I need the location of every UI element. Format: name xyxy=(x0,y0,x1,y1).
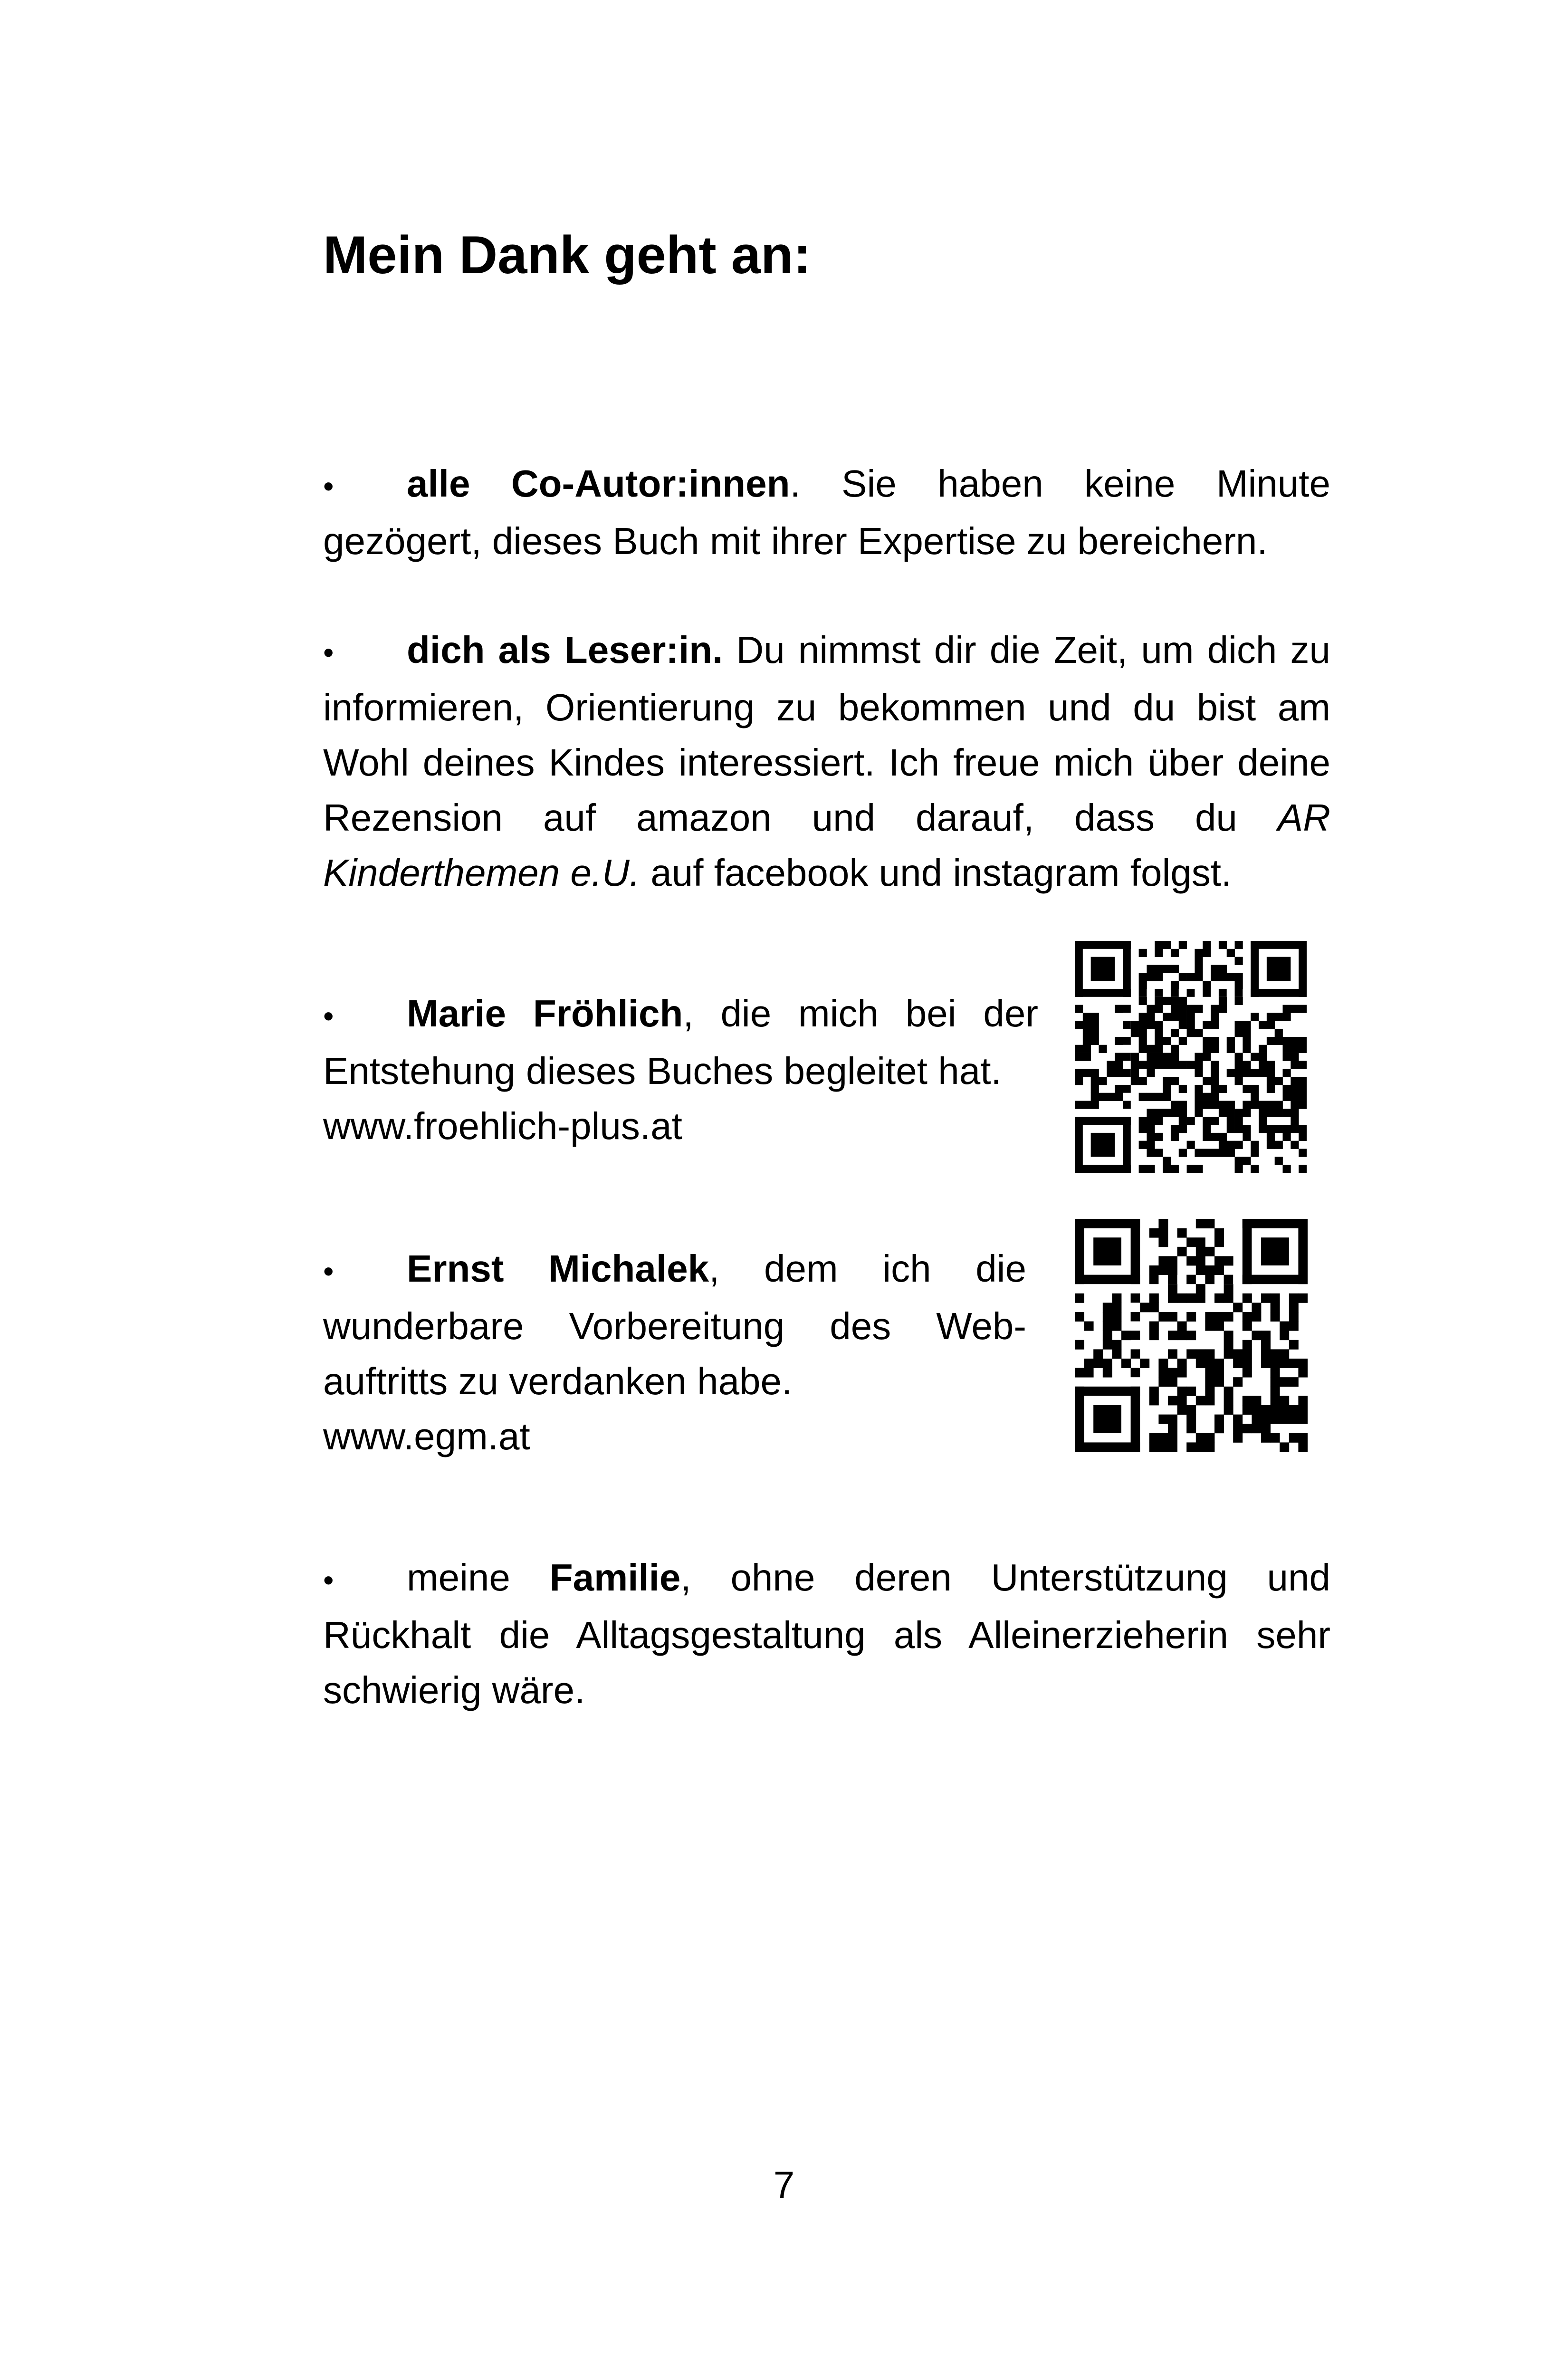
bullet-icon: • xyxy=(323,999,334,1033)
item-text: , ohne deren Unterstützung und Rückhalt die Alltagsgestaltung als Alleinerzieherin sehr schwierig wäre. xyxy=(323,1556,1330,1711)
item-text: , die mich bei der Entstehung dieses Buches begleitet hat. xyxy=(323,992,1038,1092)
page-heading: Mein Dank geht an: xyxy=(323,225,811,285)
bullet-icon: • xyxy=(323,1254,334,1288)
item-text-after: auf facebook und instagram folgst. xyxy=(640,852,1232,894)
item-bold: alle Co-Autor:innen xyxy=(407,462,790,505)
item-bold: dich als Leser:in. xyxy=(407,629,723,671)
item-text: , dem ich die wunderbare Vorbereitung des Web-auftritts zu verdanken habe. xyxy=(323,1247,1026,1402)
item-bold: Familie xyxy=(549,1556,681,1599)
acknowledgement-reader xyxy=(323,623,1330,901)
website-link[interactable]: www.froehlich-plus.at xyxy=(323,1105,682,1147)
acknowledgement-coauthors xyxy=(323,456,1330,569)
qr-code-froehlich xyxy=(1075,941,1307,1173)
item-text: . Sie haben keine Minute gezögert, dieses Buch mit ihrer Expertise zu bereichern. xyxy=(323,462,1330,562)
website-link[interactable]: www.egm.at xyxy=(323,1415,530,1457)
bullet-icon: • xyxy=(323,1563,334,1597)
acknowledgement-michalek xyxy=(323,1241,1026,1464)
bullet-icon: • xyxy=(323,469,334,503)
qr-code-egm xyxy=(1075,1219,1308,1452)
page-number: 7 xyxy=(773,2164,795,2206)
item-lead: meine xyxy=(407,1556,550,1599)
item-italic: AR Kinderthemen e.U. xyxy=(323,796,1330,894)
item-bold: Ernst Michalek xyxy=(407,1247,709,1290)
acknowledgement-froehlich xyxy=(323,986,1038,1154)
bullet-icon: • xyxy=(323,635,334,670)
acknowledgement-family xyxy=(323,1550,1330,1718)
item-bold: Marie Fröhlich xyxy=(407,992,683,1035)
item-text: Du nimmst dir die Zeit, um dich zu informieren, Orientierung zu bekommen und du bist am Wohl deines Kindes interessiert. Ich freue mich über deine Rezension auf amazon und darauf, dass du xyxy=(323,629,1331,839)
